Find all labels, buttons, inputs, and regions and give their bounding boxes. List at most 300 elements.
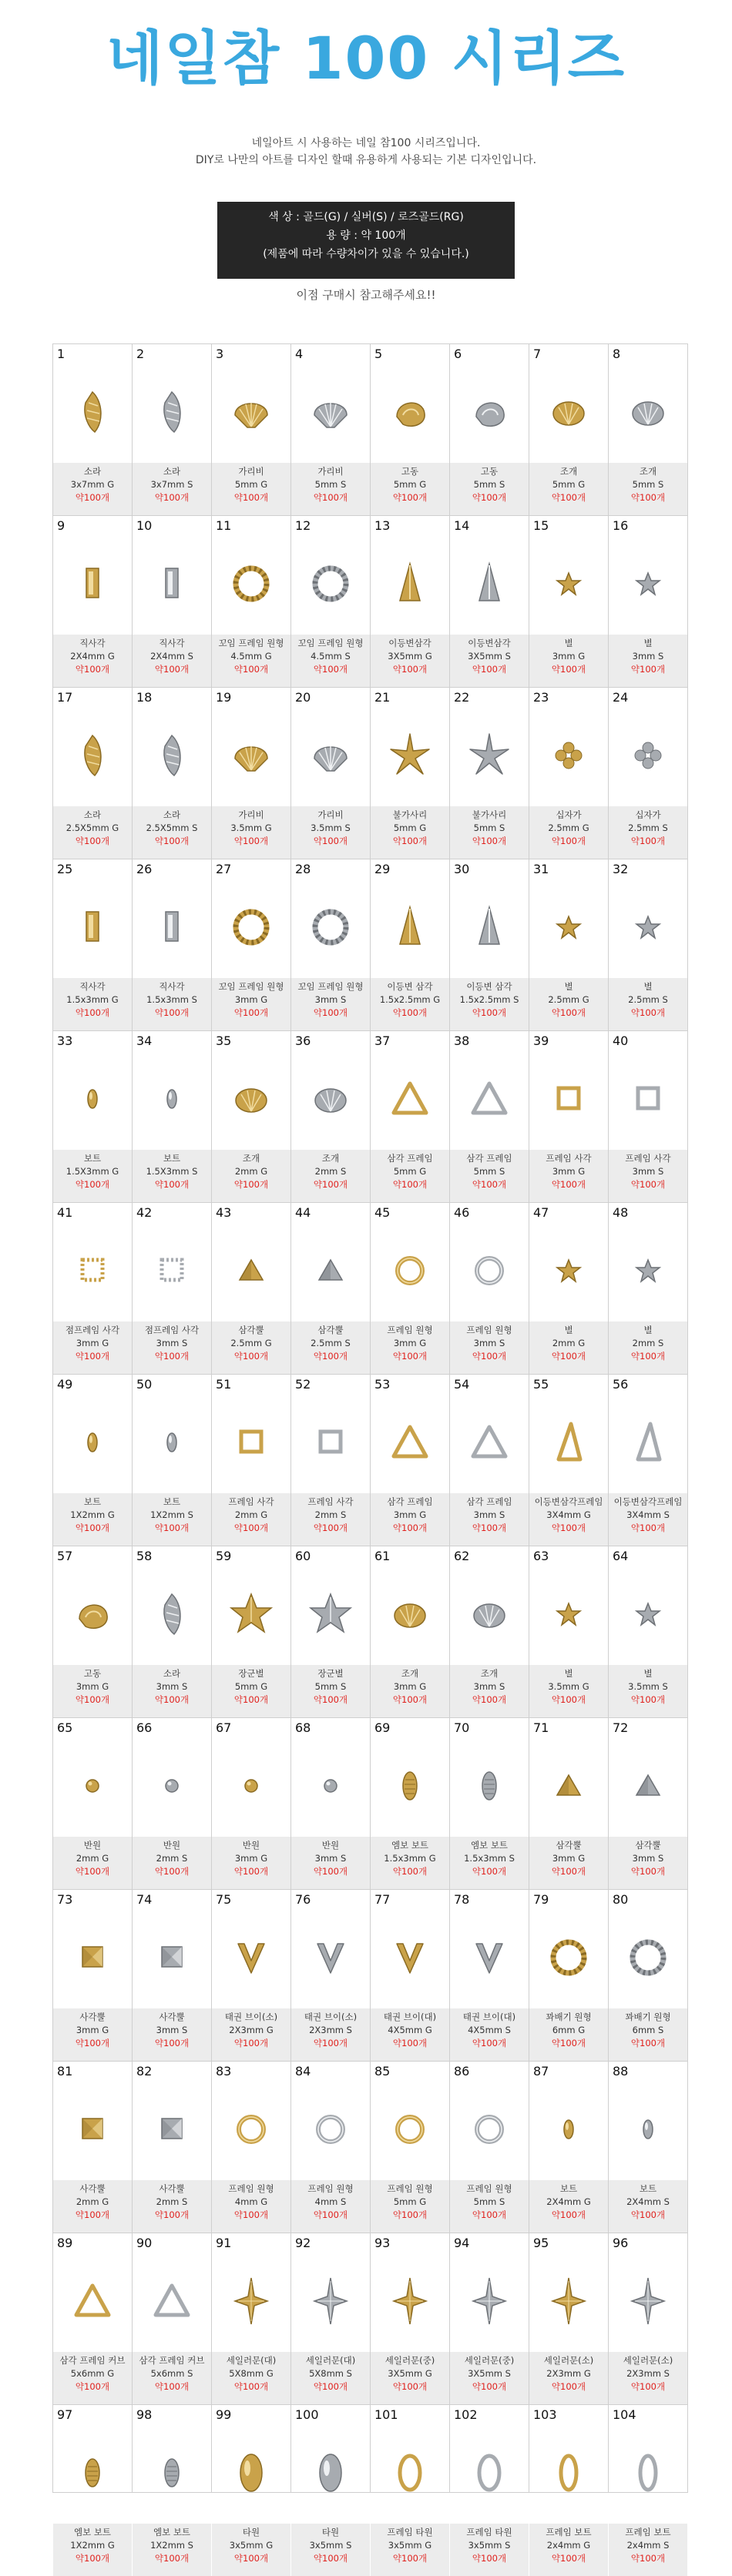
item-caption (450, 2180, 529, 2233)
item-name: 삼각 프레임 (387, 1153, 433, 1164)
clam-icon (212, 1047, 290, 1151)
item-number: 76 (295, 1892, 311, 1907)
item-number: 45 (374, 1205, 391, 1220)
item-spec: 4.5mm G (230, 651, 272, 662)
info-note-line: (제품에 따라 수량차이가 있을 수 있습니다.) (263, 248, 469, 260)
item-spec: 2.5mm S (311, 1338, 351, 1348)
item-quantity: 약100개 (75, 1179, 110, 1190)
conch-icon (450, 360, 529, 464)
item-spec: 2mm S (156, 1853, 188, 1864)
clam-icon (450, 1562, 529, 1666)
item-number: 13 (374, 518, 391, 533)
item-name: 프레임 타원 (387, 2527, 433, 2537)
product-cell (609, 1890, 688, 2062)
item-quantity: 약100개 (313, 2038, 348, 2048)
item-spec: 4.5mm S (311, 651, 351, 662)
oval-frame-icon (371, 2420, 449, 2524)
item-name: 삼각 프레임 커브 (139, 2355, 205, 2366)
item-name: 직사각 (159, 638, 185, 648)
product-cell (212, 859, 291, 1031)
product-cell (609, 516, 688, 688)
item-number: 3 (216, 347, 224, 361)
item-name: 꼬임 프레임 원형 (218, 638, 284, 648)
item-quantity: 약100개 (154, 664, 190, 675)
item-quantity: 약100개 (313, 664, 348, 675)
item-quantity: 약100개 (551, 1866, 586, 1877)
item-number: 48 (613, 1205, 629, 1220)
item-caption (212, 978, 290, 1030)
item-name: 세일러문(소) (543, 2355, 594, 2366)
product-cell (53, 1890, 133, 2062)
item-number: 95 (533, 2236, 549, 2250)
product-cell (53, 859, 133, 1031)
item-quantity: 약100개 (233, 492, 269, 503)
item-number: 37 (374, 1033, 391, 1048)
item-number: 54 (454, 1377, 470, 1392)
item-number: 62 (454, 1549, 470, 1563)
item-number: 14 (454, 518, 470, 533)
sparkle-star-icon (212, 2249, 290, 2353)
shell-icon (53, 360, 132, 464)
item-spec: 3mm G (552, 651, 586, 662)
item-name: 조개 (559, 466, 578, 477)
item-spec: 2X4mm G (546, 2196, 591, 2207)
item-name: 태권 브이(소) (304, 2012, 358, 2022)
item-number: 72 (613, 1720, 629, 1735)
item-spec: 4X5mm S (468, 2025, 511, 2035)
item-caption (371, 1837, 449, 1889)
item-name: 이등변 삼각 (466, 981, 512, 992)
twisted-ring-icon (529, 1905, 608, 2009)
item-quantity: 약100개 (472, 1007, 507, 1018)
product-cell (371, 1375, 450, 1546)
item-name: 별 (564, 1668, 573, 1679)
item-number: 33 (57, 1033, 73, 1048)
item-quantity: 약100개 (551, 1351, 586, 1362)
item-quantity: 약100개 (313, 2381, 348, 2392)
item-number: 46 (454, 1205, 470, 1220)
item-spec: 3X5mm G (388, 651, 432, 662)
product-cell (529, 1890, 609, 2062)
item-caption (450, 978, 529, 1030)
product-cell (212, 1546, 291, 1718)
item-name: 조개 (242, 1153, 260, 1164)
item-name: 고동 (401, 466, 419, 477)
item-number: 23 (533, 690, 549, 705)
item-number: 70 (454, 1720, 470, 1735)
item-quantity: 약100개 (154, 1866, 190, 1877)
item-spec: 3x7mm G (70, 479, 115, 490)
product-cell (53, 2233, 133, 2405)
product-cell (291, 1890, 371, 2062)
info-color-line: 색 상 : 골드(G) / 실버(S) / 로즈골드(RG) (268, 211, 464, 223)
product-cell (212, 2062, 291, 2233)
product-cell (53, 1718, 133, 1890)
item-spec: 1.5x3mm G (384, 1853, 436, 1864)
item-quantity: 약100개 (551, 2209, 586, 2220)
item-caption (609, 2180, 687, 2233)
item-number: 103 (533, 2407, 557, 2422)
item-spec: 3mm G (76, 2025, 109, 2035)
boat-icon (133, 1047, 211, 1151)
item-spec: 3X4mm S (626, 1509, 670, 1520)
item-spec: 2mm G (234, 1166, 268, 1177)
star-icon (529, 1562, 608, 1666)
item-name: 프레임 원형 (307, 2183, 354, 2194)
item-name: 별 (564, 638, 573, 648)
purchase-notice: 이점 구매시 참고해주세요!! (296, 288, 436, 302)
item-caption (133, 1150, 211, 1202)
item-number: 63 (533, 1549, 549, 1563)
item-caption (371, 1665, 449, 1717)
isosceles-icon (450, 531, 529, 635)
item-spec: 3.5mm G (548, 1681, 589, 1692)
item-spec: 2mm S (156, 2196, 188, 2207)
item-spec: 5mm S (473, 479, 505, 490)
product-cell (609, 1031, 688, 1203)
item-name: 점프레임 사각 (144, 1325, 200, 1335)
product-cell (529, 344, 609, 516)
item-spec: 2x4mm G (546, 2540, 591, 2551)
item-spec: 2.5X5mm S (146, 822, 198, 833)
item-quantity: 약100개 (472, 2553, 507, 2564)
item-quantity: 약100개 (233, 664, 269, 675)
item-number: 84 (295, 2064, 311, 2079)
item-name: 세일러문(대) (226, 2355, 277, 2366)
half-ball-icon (53, 1734, 132, 1837)
item-quantity: 약100개 (75, 1866, 110, 1877)
product-cell (291, 516, 371, 688)
item-caption (53, 2180, 132, 2233)
item-spec: 1.5x3mm G (66, 994, 119, 1005)
item-number: 38 (454, 1033, 470, 1048)
item-caption (133, 1493, 211, 1546)
ring-icon (212, 2077, 290, 2181)
item-number: 73 (57, 1892, 73, 1907)
item-quantity: 약100개 (313, 1866, 348, 1877)
product-cell (133, 2233, 212, 2405)
item-number: 74 (136, 1892, 153, 1907)
item-number: 61 (374, 1549, 391, 1563)
scallop-icon (212, 360, 290, 464)
shell-icon (133, 1562, 211, 1666)
item-quantity: 약100개 (630, 2209, 666, 2220)
item-caption (212, 2180, 290, 2233)
product-cell (133, 516, 212, 688)
item-caption (371, 2524, 449, 2576)
product-cell (53, 1375, 133, 1546)
product-cell (53, 344, 133, 516)
item-number: 89 (57, 2236, 73, 2250)
item-caption (609, 806, 687, 859)
product-cell (609, 344, 688, 516)
product-cell (450, 1031, 529, 1203)
item-spec: 3x5mm G (388, 2540, 432, 2551)
item-name: 사각뿔 (159, 2012, 185, 2022)
item-quantity: 약100개 (154, 1522, 190, 1533)
item-spec: 2X4mm G (70, 651, 115, 662)
product-cell (529, 1375, 609, 1546)
item-quantity: 약100개 (233, 836, 269, 846)
item-quantity: 약100개 (233, 1866, 269, 1877)
sparkle-star-icon (371, 2249, 449, 2353)
item-caption (53, 1321, 132, 1374)
item-caption (609, 2352, 687, 2404)
product-cell (371, 344, 450, 516)
clam-icon (371, 1562, 449, 1666)
square-pyramid-icon (53, 2077, 132, 2181)
item-number: 67 (216, 1720, 232, 1735)
item-caption (212, 1665, 290, 1717)
item-spec: 6mm S (632, 2025, 664, 2035)
item-number: 20 (295, 690, 311, 705)
clam-icon (529, 360, 608, 464)
item-caption (529, 463, 608, 515)
item-caption (371, 1493, 449, 1546)
ring-icon (450, 1218, 529, 1322)
item-quantity: 약100개 (233, 2381, 269, 2392)
item-number: 90 (136, 2236, 153, 2250)
item-caption (609, 2008, 687, 2061)
product-cell (53, 688, 133, 859)
ring-icon (371, 2077, 449, 2181)
item-quantity: 약100개 (551, 1522, 586, 1533)
item-quantity: 약100개 (392, 2038, 428, 2048)
item-caption (133, 1321, 211, 1374)
item-name: 별 (643, 1668, 653, 1679)
product-cell (133, 1718, 212, 1890)
item-number: 68 (295, 1720, 311, 1735)
product-cell (450, 1546, 529, 1718)
item-spec: 5mm S (473, 1166, 505, 1177)
item-caption (450, 1837, 529, 1889)
item-quantity: 약100개 (313, 1522, 348, 1533)
twisted-ring-icon (212, 531, 290, 635)
product-cell (212, 1375, 291, 1546)
item-caption (133, 1665, 211, 1717)
item-number: 26 (136, 862, 153, 876)
item-quantity: 약100개 (392, 492, 428, 503)
info-box (217, 202, 515, 279)
item-name: 이등변삼각 (388, 638, 431, 648)
product-cell (529, 2405, 609, 2564)
item-spec: 2.5mm G (230, 1338, 272, 1348)
item-caption (529, 2008, 608, 2061)
item-quantity: 약100개 (630, 1694, 666, 1705)
product-cell (450, 1375, 529, 1546)
item-quantity: 약100개 (551, 2381, 586, 2392)
item-spec: 2X3mm S (309, 2025, 352, 2035)
item-number: 81 (57, 2064, 73, 2079)
item-number: 30 (454, 862, 470, 876)
item-spec: 2x4mm S (626, 2540, 670, 2551)
item-number: 36 (295, 1033, 311, 1048)
item-caption (609, 978, 687, 1030)
item-caption (529, 978, 608, 1030)
item-number: 59 (216, 1549, 232, 1563)
item-spec: 2mm G (234, 1509, 268, 1520)
item-spec: 2.5mm G (548, 994, 589, 1005)
item-caption (371, 806, 449, 859)
item-quantity: 약100개 (630, 1179, 666, 1190)
item-name: 장군별 (238, 1668, 264, 1679)
item-quantity: 약100개 (472, 836, 507, 846)
boat-icon (53, 1390, 132, 1494)
item-quantity: 약100개 (392, 1694, 428, 1705)
item-spec: 5mm S (314, 479, 347, 490)
item-spec: 3mm S (632, 1853, 664, 1864)
product-cell (133, 688, 212, 859)
product-cell (291, 1031, 371, 1203)
item-number: 80 (613, 1892, 629, 1907)
item-quantity: 약100개 (551, 2553, 586, 2564)
product-cell (529, 688, 609, 859)
item-quantity: 약100개 (630, 1522, 666, 1533)
item-number: 49 (57, 1377, 73, 1392)
item-name: 프레임 보트 (625, 2527, 671, 2537)
item-caption (212, 1150, 290, 1202)
product-cell (212, 516, 291, 688)
item-quantity: 약100개 (392, 1522, 428, 1533)
item-caption (53, 978, 132, 1030)
item-number: 51 (216, 1377, 232, 1392)
oval-frame-icon (450, 2420, 529, 2524)
item-caption (291, 978, 370, 1030)
item-spec: 1.5X3mm G (65, 1166, 119, 1177)
item-spec: 1X2mm G (70, 2540, 115, 2551)
item-name: 이등변삼각 (468, 638, 511, 648)
square-frame-icon (529, 1047, 608, 1151)
item-number: 79 (533, 1892, 549, 1907)
product-cell (212, 1203, 291, 1375)
item-quantity: 약100개 (313, 836, 348, 846)
item-quantity: 약100개 (472, 1866, 507, 1877)
boat-icon (609, 2077, 687, 2181)
item-spec: 1.5x2.5mm S (459, 994, 519, 1005)
item-caption (371, 1150, 449, 1202)
item-caption (371, 2008, 449, 2061)
item-caption (291, 2180, 370, 2233)
item-caption (212, 1321, 290, 1374)
rectangle-icon (133, 531, 211, 635)
item-quantity: 약100개 (75, 2038, 110, 2048)
product-cell (53, 1031, 133, 1203)
item-quantity: 약100개 (472, 1694, 507, 1705)
item-quantity: 약100개 (154, 1351, 190, 1362)
ring-icon (450, 2077, 529, 2181)
item-number: 92 (295, 2236, 311, 2250)
item-number: 2 (136, 347, 145, 361)
item-caption (133, 635, 211, 687)
triangle-frame-icon (53, 2249, 132, 2353)
item-number: 58 (136, 1549, 153, 1563)
item-name: 프레임 타원 (466, 2527, 512, 2537)
item-name: 별 (643, 981, 653, 992)
item-name: 타원 (242, 2527, 260, 2537)
item-number: 53 (374, 1377, 391, 1392)
product-cell (450, 1203, 529, 1375)
product-cell (529, 516, 609, 688)
item-name: 고동 (480, 466, 499, 477)
twisted-ring-icon (291, 875, 370, 979)
item-caption (133, 978, 211, 1030)
item-spec: 5X8mm S (309, 2368, 352, 2379)
item-name: 반원 (83, 1840, 102, 1851)
cross-icon (609, 703, 687, 807)
item-caption (529, 635, 608, 687)
product-cell (212, 1890, 291, 2062)
scallop-icon (291, 703, 370, 807)
item-spec: 3x5mm G (229, 2540, 274, 2551)
item-caption (609, 1837, 687, 1889)
item-name: 조개 (321, 1153, 340, 1164)
item-name: 타원 (321, 2527, 340, 2537)
item-caption (212, 1493, 290, 1546)
item-caption (609, 1665, 687, 1717)
v-shape-icon (450, 1905, 529, 2009)
item-spec: 2.5mm G (548, 822, 589, 833)
item-number: 57 (57, 1549, 73, 1563)
product-cell (371, 516, 450, 688)
item-caption (609, 1493, 687, 1546)
item-spec: 5mm G (393, 2196, 427, 2207)
item-quantity: 약100개 (75, 492, 110, 503)
item-number: 56 (613, 1377, 629, 1392)
product-cell (529, 2233, 609, 2405)
item-spec: 1.5x3mm S (464, 1853, 515, 1864)
item-name: 세일러문(소) (623, 2355, 673, 2366)
item-spec: 3mm S (314, 1853, 347, 1864)
item-name: 보트 (83, 1496, 102, 1507)
item-name: 소라 (163, 1668, 181, 1679)
item-name: 조개 (480, 1668, 499, 1679)
item-number: 25 (57, 862, 73, 876)
item-name: 삼각뿔 (238, 1325, 264, 1335)
item-caption (609, 463, 687, 515)
product-cell (450, 344, 529, 516)
oval-icon (291, 2420, 370, 2524)
oval-icon (212, 2420, 290, 2524)
star-icon (529, 1218, 608, 1322)
item-spec: 1.5X3mm S (146, 1166, 198, 1177)
product-cell (291, 688, 371, 859)
product-cell (450, 1718, 529, 1890)
item-quantity: 약100개 (630, 492, 666, 503)
item-caption (291, 2524, 370, 2576)
item-spec: 2mm G (76, 1853, 109, 1864)
item-spec: 3mm G (393, 1681, 427, 1692)
item-caption (291, 2352, 370, 2404)
item-name: 가리비 (317, 809, 344, 820)
item-number: 1 (57, 347, 65, 361)
item-spec: 3mm S (314, 994, 347, 1005)
item-quantity: 약100개 (233, 1694, 269, 1705)
item-name: 엠보 보트 (153, 2527, 191, 2537)
item-quantity: 약100개 (630, 1866, 666, 1877)
item-name: 조개 (401, 1668, 419, 1679)
item-name: 반원 (321, 1840, 340, 1851)
item-caption (53, 2524, 132, 2576)
item-name: 삼각 프레임 (466, 1153, 512, 1164)
item-caption (450, 1493, 529, 1546)
item-quantity: 약100개 (472, 1179, 507, 1190)
item-spec: 5x6mm S (150, 2368, 193, 2379)
star-icon (609, 1218, 687, 1322)
item-spec: 2X3mm S (626, 2368, 670, 2379)
item-spec: 5mm G (234, 1681, 268, 1692)
item-number: 69 (374, 1720, 391, 1735)
item-caption (291, 2008, 370, 2061)
